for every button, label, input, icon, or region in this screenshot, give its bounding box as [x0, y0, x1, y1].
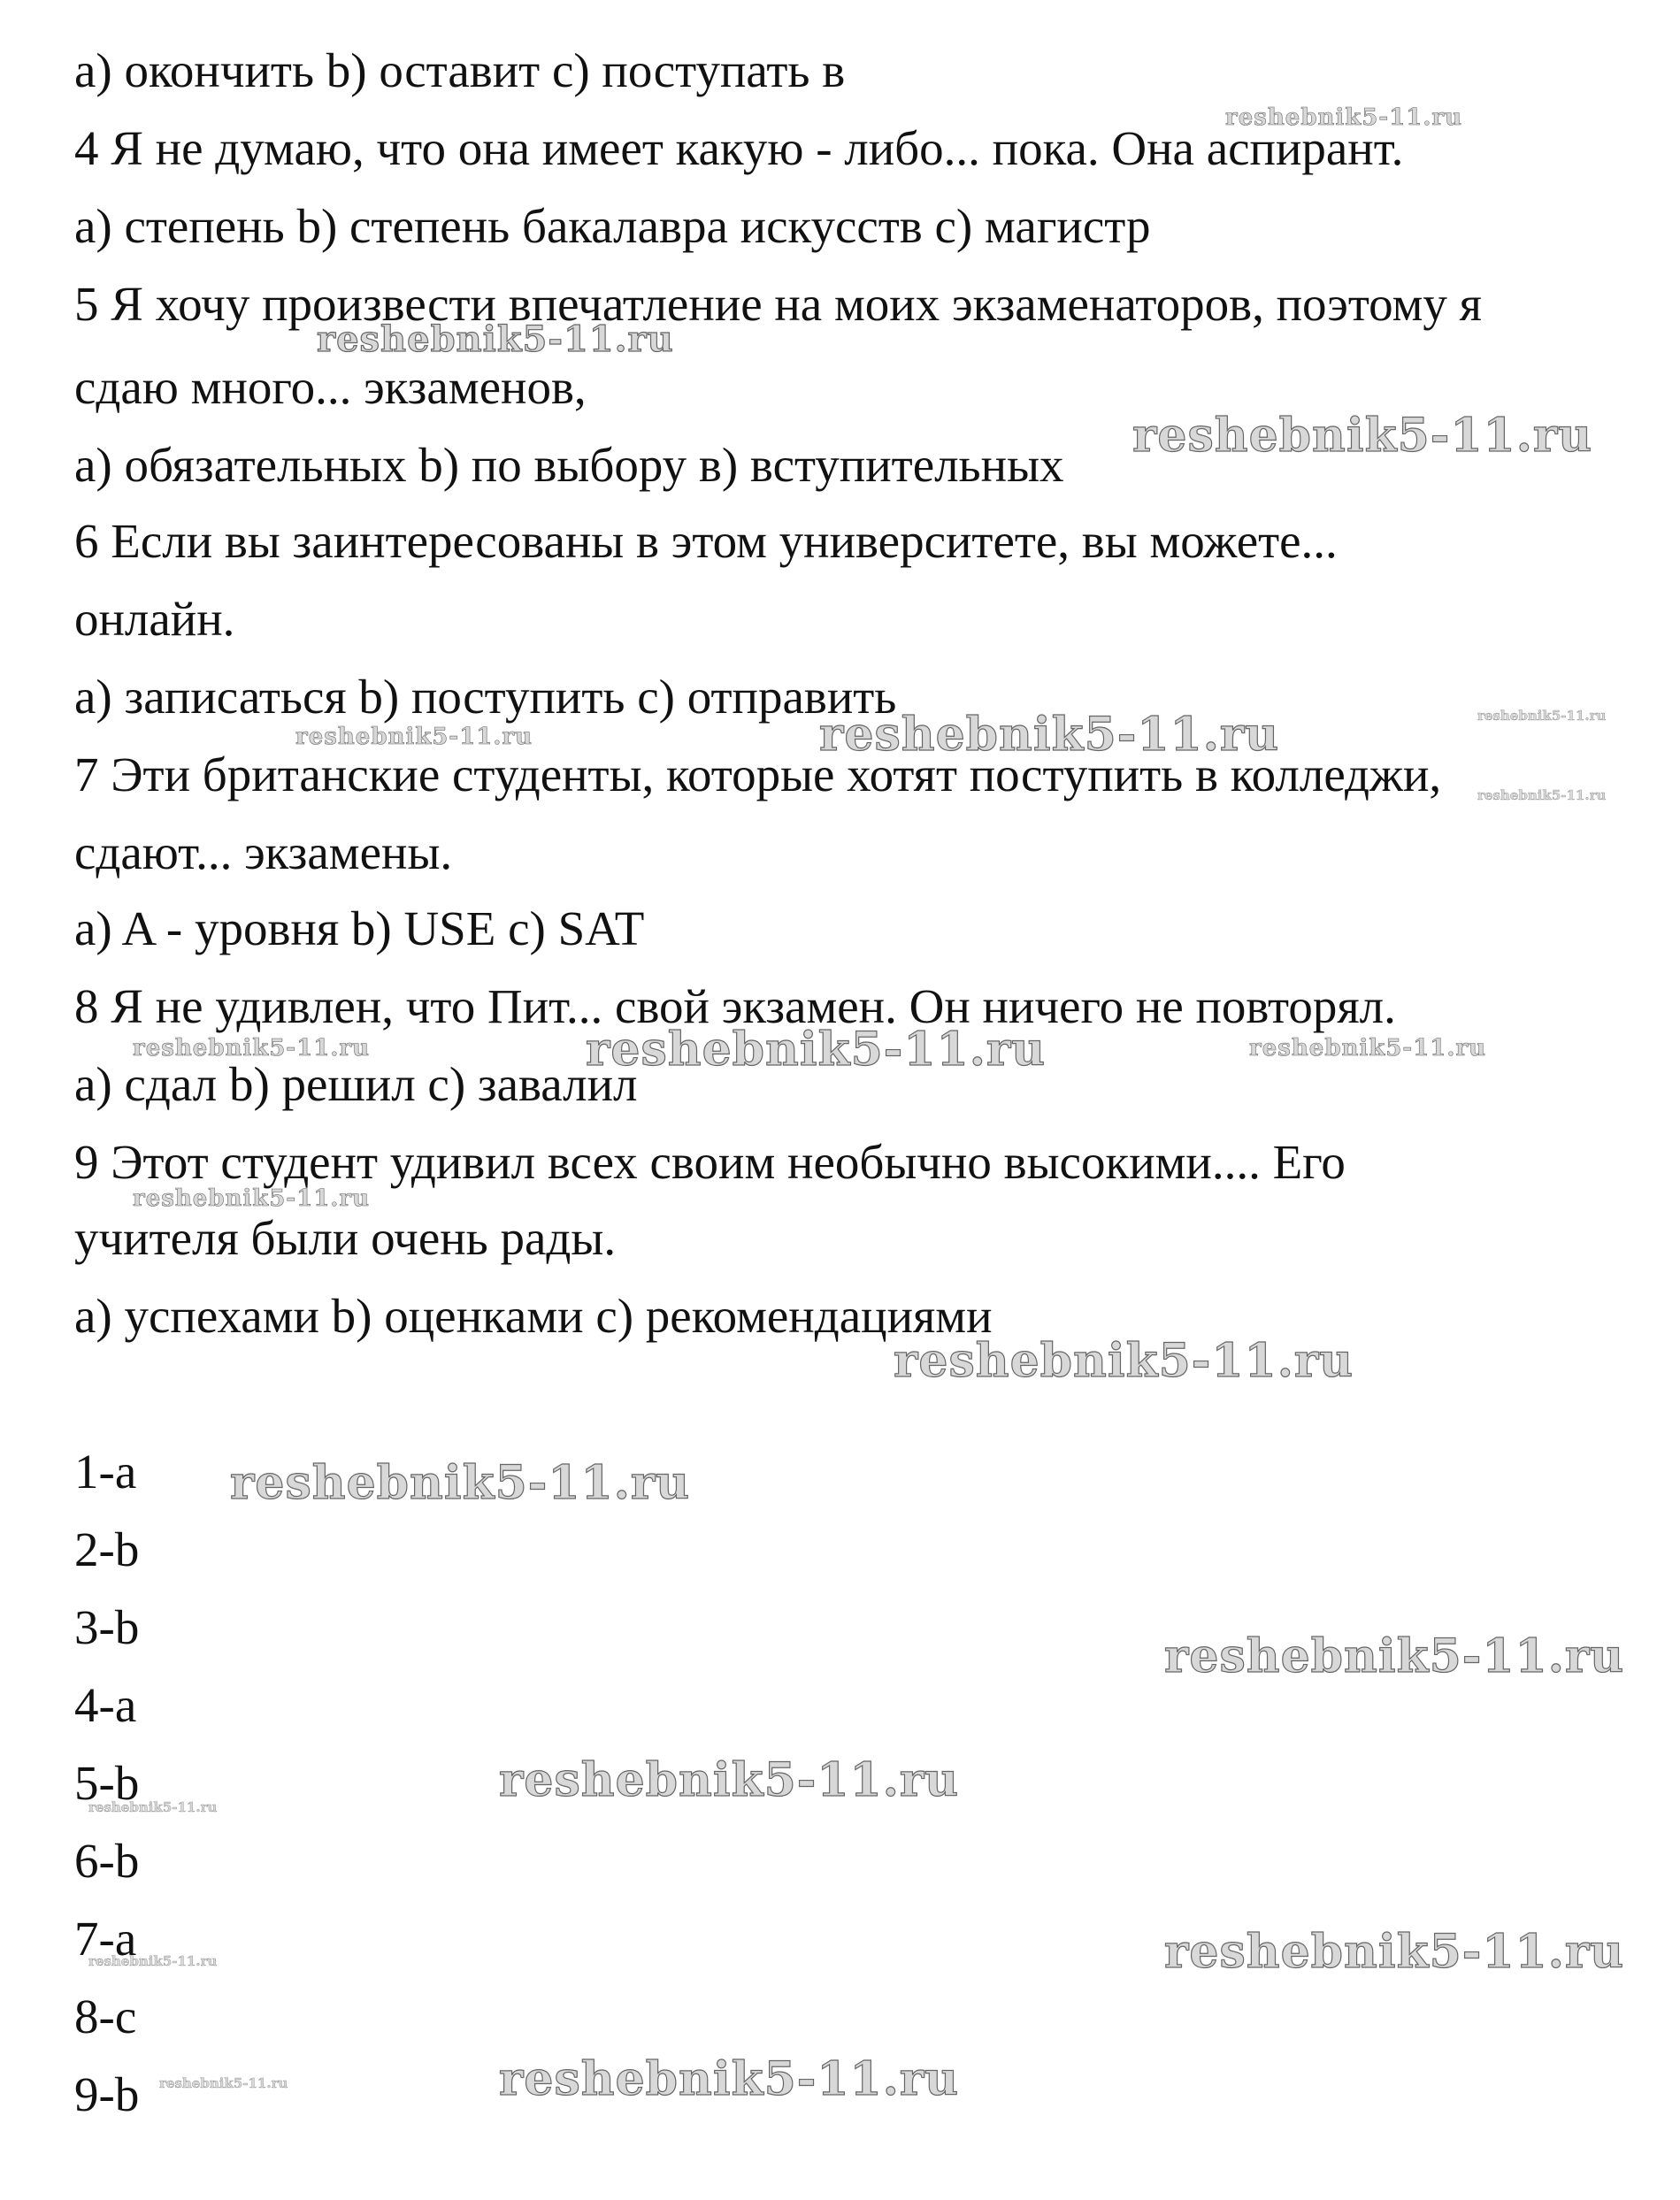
question-line: a) A - уровня b) USE c) SAT: [74, 901, 645, 955]
watermark: reshebnik5-11.ru: [1132, 409, 1593, 463]
watermark: reshebnik5-11.ru: [88, 1953, 218, 1969]
question-line: 7 Эти британские студенты, которые хотят поступить в колледжи,: [74, 747, 1442, 801]
watermark: reshebnik5-11.ru: [133, 1035, 371, 1062]
watermark: reshebnik5-11.ru: [1164, 1925, 1625, 1979]
question-line: 6 Если вы заинтересованы в этом университете, вы можете...: [74, 514, 1338, 568]
question-line: a) степень b) степень бакалавра искусств c) магистр: [74, 199, 1151, 253]
answer-item: 2-b: [74, 1522, 140, 1576]
watermark: reshebnik5-11.ru: [317, 318, 674, 360]
question-line: 5 Я хочу произвести впечатление на моих экзаменаторов, поэтому я: [74, 277, 1482, 331]
watermark: reshebnik5-11.ru: [499, 1753, 960, 1807]
question-line: учителя были очень рады.: [74, 1211, 617, 1265]
answer-item: 8-c: [74, 1989, 137, 2043]
watermark: reshebnik5-11.ru: [230, 1456, 691, 1510]
question-line: онлайн.: [74, 592, 235, 646]
watermark: reshebnik5-11.ru: [819, 708, 1280, 762]
question-line: сдаю много... экзаменов,: [74, 360, 587, 414]
question-line: 8 Я не удивлен, что Пит... свой экзамен. Он ничего не повторял.: [74, 979, 1396, 1033]
question-line: а) обязательных b) по выбору в) вступительных: [74, 438, 1064, 492]
watermark: reshebnik5-11.ru: [894, 1334, 1354, 1388]
question-line: a) записаться b) поступить c) отправить: [74, 670, 897, 724]
question-line: 9 Этот студент удивил всех своим необычно высокими.... Его: [74, 1135, 1346, 1189]
watermark: reshebnik5-11.ru: [1164, 1629, 1625, 1683]
answer-item: 7-a: [74, 1912, 137, 1966]
answer-item: 6-b: [74, 1834, 140, 1888]
watermark: reshebnik5-11.ru: [1477, 787, 1607, 803]
watermark: reshebnik5-11.ru: [88, 1799, 218, 1815]
question-line: 4 Я не думаю, что она имеет какую - либо... пока. Она аспирант.: [74, 121, 1404, 175]
answer-item: 5-b: [74, 1756, 140, 1810]
watermark: reshebnik5-11.ru: [1477, 708, 1607, 724]
watermark: reshebnik5-11.ru: [159, 2075, 288, 2091]
question-line: a) сдал b) решил c) завалил: [74, 1057, 638, 1111]
watermark: reshebnik5-11.ru: [295, 724, 533, 750]
watermark: reshebnik5-11.ru: [1225, 104, 1463, 131]
watermark: reshebnik5-11.ru: [1249, 1035, 1487, 1062]
question-line: a) окончить b) оставит c) поступать в: [74, 43, 846, 97]
answer-item: 4-a: [74, 1678, 137, 1732]
watermark: reshebnik5-11.ru: [586, 1023, 1047, 1077]
question-line: a) успехами b) оценками c) рекомендациями: [74, 1289, 993, 1343]
answer-item: 9-b: [74, 2067, 140, 2121]
answer-item: 3-b: [74, 1600, 140, 1654]
question-line: сдают... экзамены.: [74, 825, 453, 879]
watermark: reshebnik5-11.ru: [133, 1185, 371, 1212]
watermark: reshebnik5-11.ru: [499, 2052, 960, 2106]
answer-item: 1-a: [74, 1445, 137, 1499]
